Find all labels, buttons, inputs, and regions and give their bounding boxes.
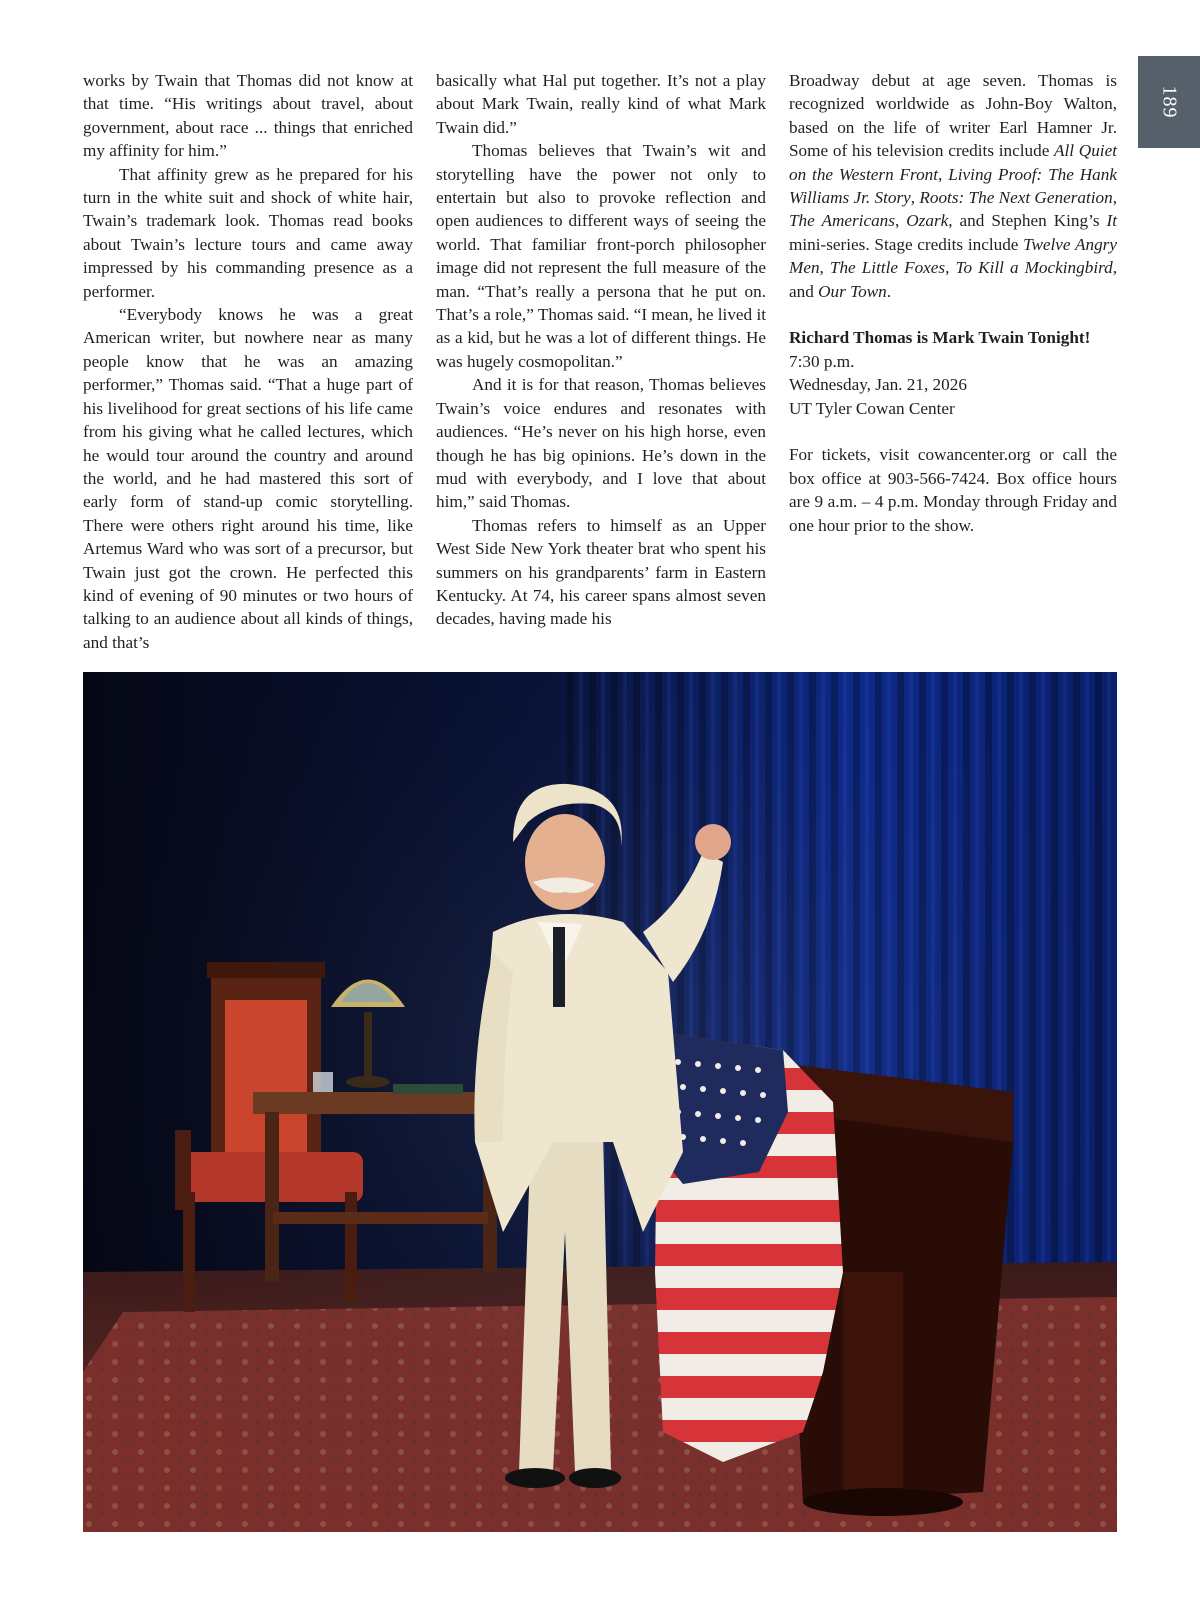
event-time: 7:30 p.m. (789, 351, 855, 371)
paragraph: works by Twain that Thomas did not know at that time. “His writings about travel, about government, about race ... things that enriched my affinity for him.” (83, 71, 413, 161)
credit-title: Our Town (818, 281, 887, 301)
credit-title: It (1106, 211, 1118, 231)
paragraph: That affinity grew as he prepared for his turn in the white suit and shock of white hair, Twain’s trademark look. Thomas read books about Twain’s lecture tours and came away impressed by his commanding presence as a performer. (83, 164, 413, 301)
credit-title: The Little Foxes (829, 258, 946, 278)
text-run: , (1112, 188, 1118, 208)
text-run: , and Stephen King’s (948, 211, 1107, 231)
credit-title: Living Proof: The Hank Williams Jr. Story (789, 164, 1117, 208)
article-column-3 (789, 69, 1117, 537)
credits-paragraph (789, 69, 1117, 303)
credit-title: Twelve Angry Men (789, 234, 1117, 278)
event-venue: UT Tyler Cowan Center (789, 398, 955, 418)
article-column-1 (83, 69, 413, 654)
text-run: , (910, 188, 920, 208)
article-column-2 (436, 69, 766, 631)
paragraph: Thomas believes that Twain’s wit and storytelling have the power not only to entertain but also to provoke reflection and open audiences to different ways of seeing the world. That familiar front-porch philosopher image did not represent the full measure of the man. “That’s really a persona that he put on. That’s a role,” Thomas said. “I mean, he lived it as a kid, but he was a lot of different things. He was hugely cosmopolitan.” (436, 141, 766, 371)
text-run: , (938, 164, 949, 184)
credit-title: Ozark (906, 211, 949, 231)
paragraph: And it is for that reason, Thomas believes Twain’s voice endures and resonates with audiences. “He’s never on his high horse, even though he has big opinions. He’s down in the mud with everybody, and I love that about him,” said Thomas. (436, 375, 766, 512)
page-number-tab (1138, 56, 1200, 148)
text-run: mini-series. Stage credits include (789, 234, 1024, 254)
text-run: , and (789, 258, 1118, 301)
paragraph: “Everybody knows he was a great American writer, but nowhere near as many people know that he was an amazing performer,” Thomas said. “That a huge part of his livelihood for great sections of his life came from his giving what he called lectures, which he would tour around the country and around the world, and he had mastered this sort of early form of stand-up comic storytelling. There were others right around his time, like Artemus Ward who was sort of a precursor, but Twain just got the crown. He perfected this kind of evening of 90 minutes or two hours of talking to an audience about all kinds of things, and that’s (83, 305, 413, 652)
text-run: , (819, 258, 830, 278)
event-title: Richard Thomas is Mark Twain Tonight! (789, 328, 1091, 348)
text-run: Broadway debut at age seven. Thomas is recognized worldwide as John-Boy Walton, based on the life of writer Earl Hamner Jr. Some of his television credits include (789, 71, 1117, 161)
page-number: 189 (1158, 85, 1181, 119)
credit-title: Roots: The Next Generation (919, 188, 1113, 208)
credit-title: The Americans (789, 211, 895, 231)
text-run: , (894, 211, 907, 231)
paragraph: Thomas refers to himself as an Upper West Side New York theater brat who spent his summers on his grandparents’ farm in Eastern Kentucky. At 74, his career spans almost seven decades, having made his (436, 515, 766, 629)
text-run: , (945, 258, 956, 278)
stage-photo (83, 672, 1117, 1532)
text-run: . (886, 281, 892, 301)
paragraph: basically what Hal put together. It’s not a play about Mark Twain, really kind of what Mark Twain did.” (436, 71, 766, 137)
ticket-info: For tickets, visit cowancenter.org or call the box office at 903-566-7424. Box office hours are 9 a.m. – 4 p.m. Monday through Friday and one hour prior to the show. (789, 445, 1117, 535)
event-date: Wednesday, Jan. 21, 2026 (789, 375, 967, 395)
credit-title: All Quiet on the Western Front (789, 141, 1117, 184)
credit-title: To Kill a Mockingbird (955, 258, 1113, 278)
